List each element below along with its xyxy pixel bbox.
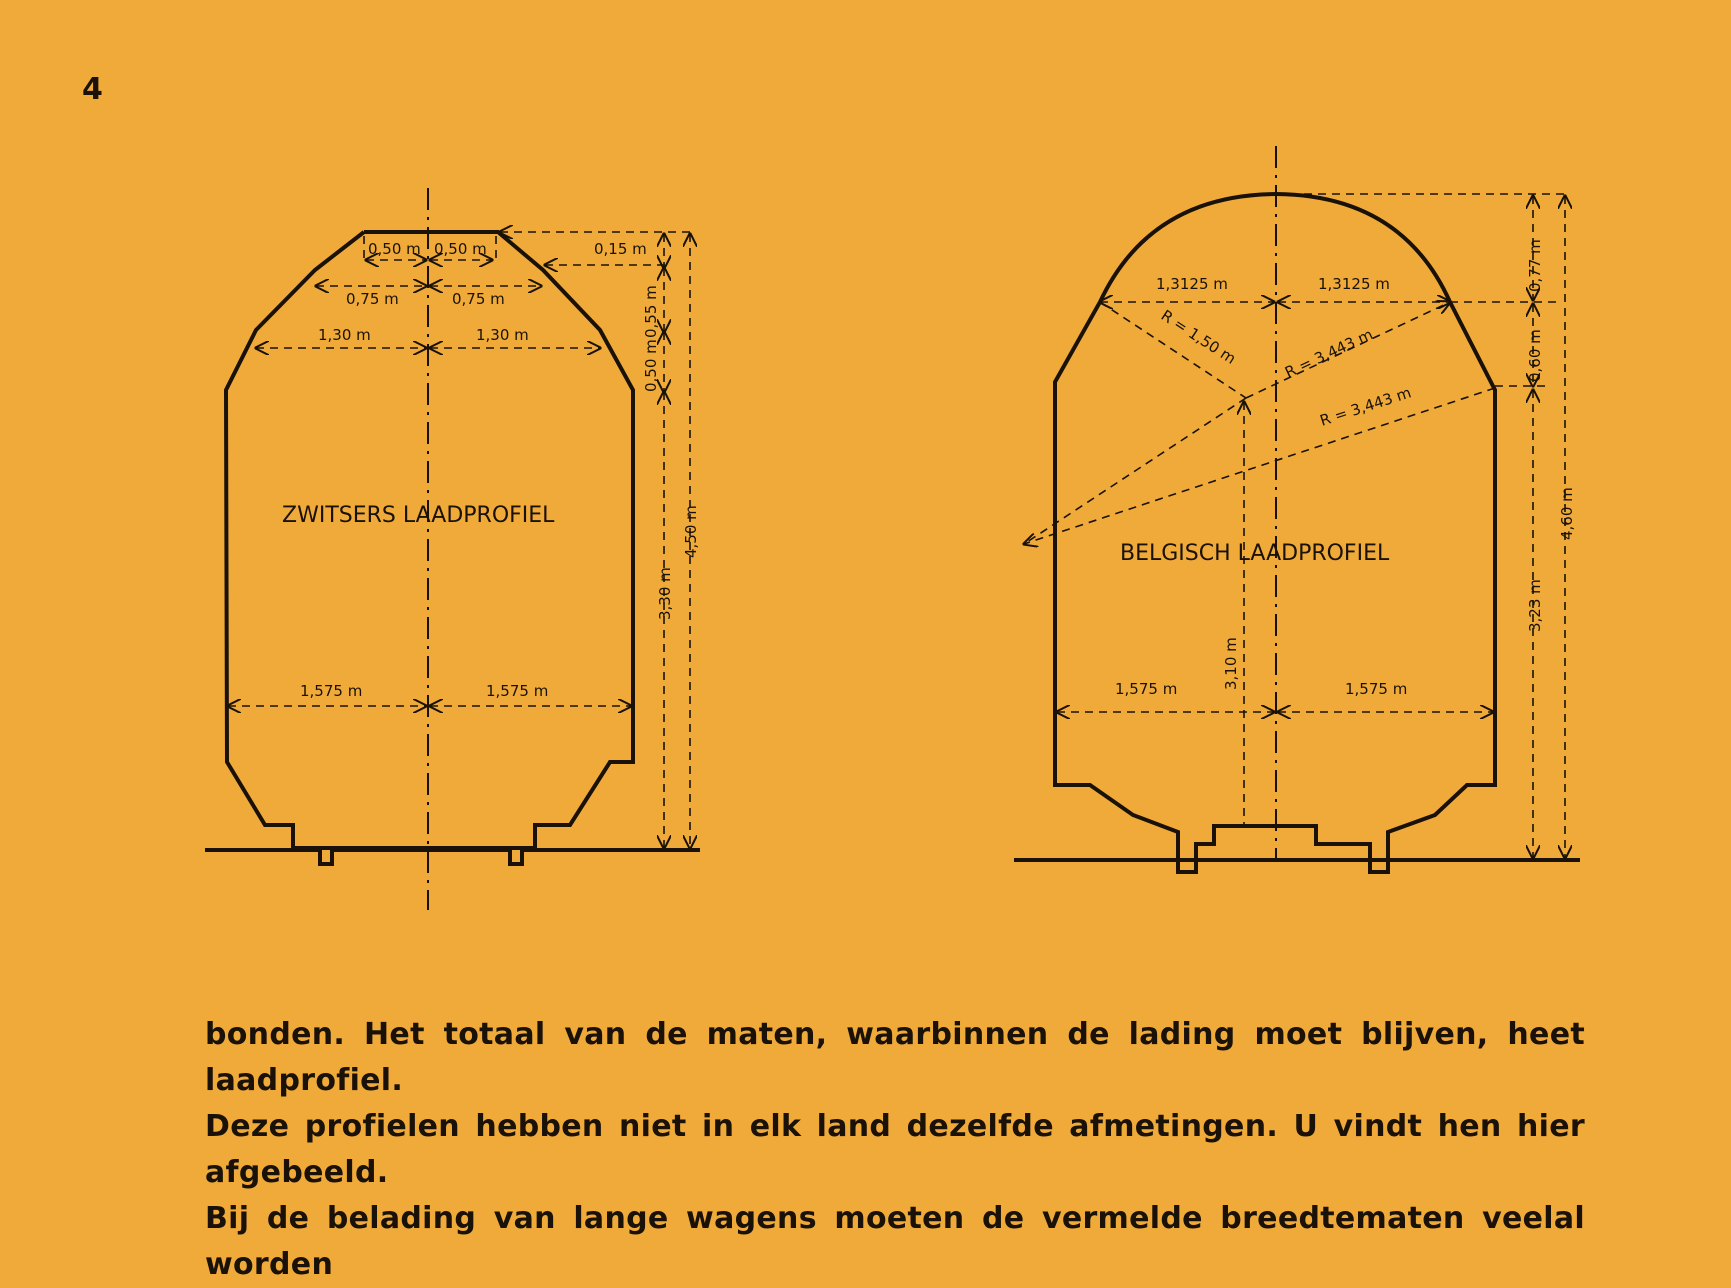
- page-number: 4: [82, 72, 103, 107]
- swiss-dim-h055: 0,55 m: [642, 285, 660, 338]
- swiss-profile-diagram: [205, 188, 700, 910]
- swiss-dim-top-right: 0,50 m: [434, 240, 487, 258]
- belgian-dim-low-left: 1,575 m: [1115, 680, 1178, 698]
- swiss-dim-h050: 0,50 m: [642, 339, 660, 392]
- belgian-dim-h460: 4,60 m: [1558, 487, 1576, 540]
- belgian-dim-top-right: 1,3125 m: [1318, 275, 1390, 293]
- swiss-dim-h450: 4,50 m: [682, 505, 700, 558]
- body-paragraph: [205, 1012, 1585, 1288]
- belgian-dim-top-left: 1,3125 m: [1156, 275, 1228, 293]
- swiss-dim-top-left: 0,50 m: [368, 240, 421, 258]
- swiss-dim-mid-right: 1,30 m: [476, 326, 529, 344]
- swiss-outline: [226, 232, 633, 848]
- belgian-dim-h060: 0,60 m: [1526, 329, 1544, 382]
- belgian-dim-h077: 0,77 m: [1526, 239, 1544, 292]
- swiss-title: ZWITSERS LAADPROFIEL: [282, 503, 555, 528]
- belgian-dim-r1: R = 1,50 m: [1157, 306, 1240, 368]
- belgian-dim-h310: 3,10 m: [1222, 637, 1240, 690]
- belgian-dim-h323: 3,23 m: [1526, 579, 1544, 632]
- belgian-title: BELGISCH LAADPROFIEL: [1120, 541, 1390, 566]
- swiss-dim-h330: 3,30 m: [656, 567, 674, 620]
- belgian-dim-r2: R = 3,443 m: [1282, 325, 1376, 382]
- swiss-ground: [205, 850, 700, 864]
- belgian-profile-diagram: [1014, 146, 1580, 872]
- swiss-dim-mid-left: 1,30 m: [318, 326, 371, 344]
- paragraph-line-1: bonden. Het totaal van de maten, waarbinnen de lading moet blijven, heet laadprofiel.: [205, 1017, 1585, 1098]
- swiss-dim-h015: 0,15 m: [594, 240, 647, 258]
- swiss-dim-low-left: 1,575 m: [300, 682, 363, 700]
- belgian-dim-low-right: 1,575 m: [1345, 680, 1408, 698]
- paragraph-line-3: Bij de belading van lange wagens moeten de vermelde breedtematen veelal worden: [205, 1201, 1585, 1282]
- belgian-dim-r3: R = 3,443 m: [1317, 383, 1414, 430]
- swiss-dim-upper-left: 0,75 m: [346, 290, 399, 308]
- swiss-dim-low-right: 1,575 m: [486, 682, 549, 700]
- paragraph-line-2: Deze profielen hebben niet in elk land dezelfde afmetingen. U vindt hen hier afgebeeld.: [205, 1109, 1585, 1190]
- swiss-dim-upper-right: 0,75 m: [452, 290, 505, 308]
